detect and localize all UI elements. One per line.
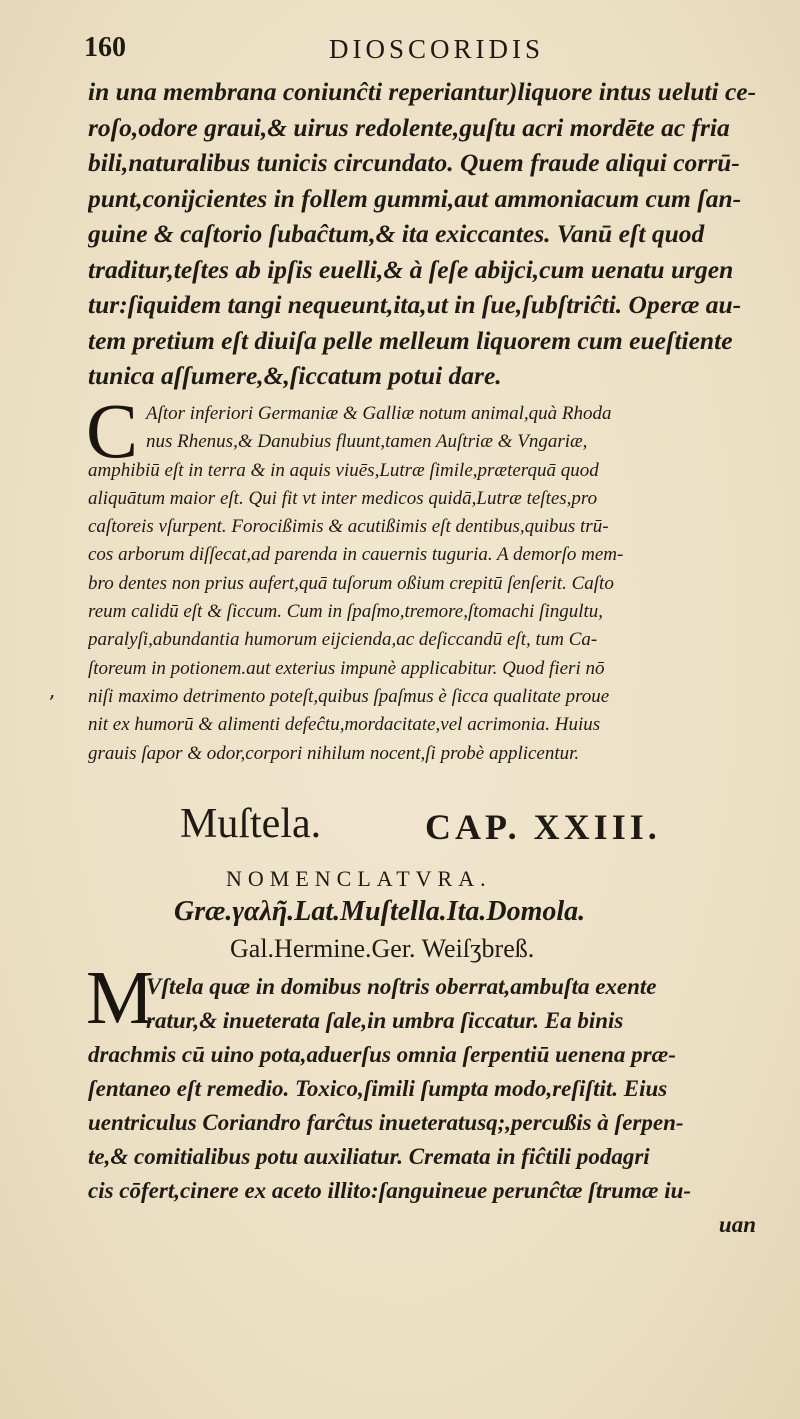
drop-cap-m: M xyxy=(86,956,154,1040)
text-line: tunica aſſumere,&,ſiccatum potui dare. xyxy=(88,361,502,390)
mustela-text xyxy=(88,970,768,1242)
text-line: tur:ſiquidem tangi nequeunt,ita,ut in ſue,ſubſtriĉti. Operæ au- xyxy=(88,290,742,319)
text-line: paralyſi,abundantia humorum eijcienda,ac deſiccandū eſt, tum Ca- xyxy=(88,629,598,651)
text-line: bili,naturalibus tunicis circundato. Quem fraude aliqui corrū- xyxy=(88,148,740,177)
text-line: te,& comitialibus potu auxiliatur. Cremata in fiĉtili podagri xyxy=(88,1144,650,1169)
text-line: ſentaneo eſt remedio. Toxico,ſimili ſumpta modo,reſiſtit. Eius xyxy=(88,1076,668,1101)
running-head: DIOSCORIDIS xyxy=(329,34,545,64)
castor-text-continuation xyxy=(88,74,768,394)
chapter-number: CAP. XXIII. xyxy=(425,807,661,847)
page-number: 160 xyxy=(84,32,126,63)
chapter-heading xyxy=(180,800,740,860)
text-line: amphibiū eſt in terra & in aquis viuēs,Lutræ ſimile,præterquā quod xyxy=(88,459,599,481)
text-line: grauis ſapor & odor,corpori nihilum nocent,ſi probè applicentur. xyxy=(88,742,580,764)
drop-cap-c: C xyxy=(86,387,139,474)
names-french-german: Gal.Hermine.Ger. Weiſʒbreß. xyxy=(230,934,535,963)
text-line: drachmis cū uino pota,aduerſus omnia ſerpentiū uenena præ- xyxy=(88,1042,676,1067)
castor-commentary xyxy=(88,400,768,768)
text-line: punt,conijcientes in follem gummi,aut ammoniacum cum ſan- xyxy=(88,183,742,213)
text-line: cos arborum diſſecat,ad parenda in cauernis tuguria. A demorſo mem- xyxy=(88,544,624,566)
text-line: in una membrana coniunĉti reperiantur)liquore intus ueluti ce- xyxy=(88,77,757,106)
text-line: aliquātum maior eſt. Qui fit vt inter medicos quidā,Lutræ teſtes,pro xyxy=(88,487,598,509)
text-line: Aſtor inferiori Germaniæ & Galliæ notum animal,quà Rhoda xyxy=(146,403,612,424)
catchword: uan xyxy=(718,1212,756,1237)
text-line: niſi maximo detrimento poteſt,quibus ſpaſmus è ſicca qualitate proue xyxy=(88,685,610,707)
text-line: uentriculus Coriandro farĉtus inueteratusq;,percußis à ſerpen- xyxy=(88,1110,684,1135)
page-header xyxy=(84,28,604,68)
text-line: caſtoreis vſurpent. Forocißimis & acutißimis eſt dentibus,quibus trū- xyxy=(88,516,609,538)
text-line: tem pretium eſt diuiſa pelle melleum liquorem cum eueſtiente xyxy=(88,325,733,355)
text-line: ratur,& inueterata ſale,in umbra ſiccatur. Ea binis xyxy=(146,1008,624,1033)
text-line: cis cōfert,cinere ex aceto illito:ſanguineue perunĉtæ ſtrumæ iu- xyxy=(88,1178,692,1203)
text-line: traditur,teſtes ab ipſis euelli,& à ſeſe abijci,cum uenatu urgen xyxy=(88,254,734,284)
text-line: guine & caſtorio ſubaĉtum,& ita exiccantes. Vanū eſt quod xyxy=(88,219,705,248)
text-line: nus Rhenus,& Danubius fluunt,tamen Auſtriæ & Vngariæ, xyxy=(146,431,588,453)
text-line: bro dentes non prius aufert,quā tuſorum oßium crepitū ſenſerit. Caſto xyxy=(88,572,614,594)
margin-mark: , xyxy=(49,678,56,702)
nomenclature-heading: NOMENCLATVRA. xyxy=(226,866,492,891)
text-line: nit ex humorū & alimenti defeĉtu,mordacitate,vel acrimonia. Huius xyxy=(88,714,601,736)
names-greek-latin-italian: Græ.γαλῆ.Lat.Muſtella.Ita.Domola. xyxy=(174,896,586,927)
text-line: ſtoreum in potionem.aut exterius impunè applicabitur. Quod fieri nō xyxy=(88,657,605,679)
text-line: roſo,odore graui,& uirus redolente,guſtu acri mordēte ac fria xyxy=(88,112,730,142)
text-line: Vſtela quæ in domibus noſtris oberrat,ambuſta exente xyxy=(146,974,657,999)
text-line: reum calidū eſt & ſiccum. Cum in ſpaſmo,tremore,ſtomachi ſingultu, xyxy=(88,601,604,623)
chapter-name: Muſtela. xyxy=(180,801,322,847)
